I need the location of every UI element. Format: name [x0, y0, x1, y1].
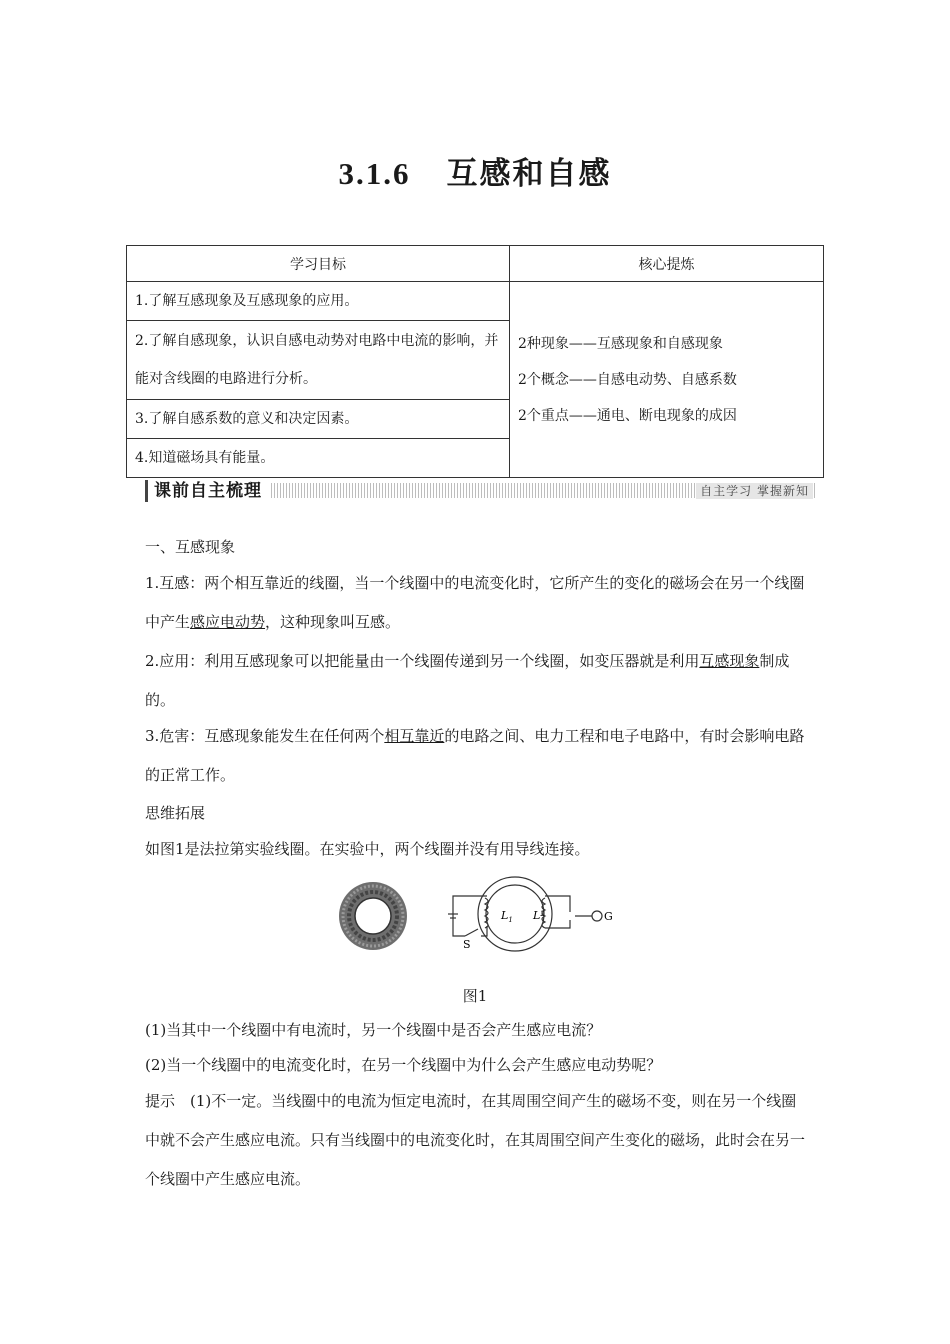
question-2: (2)当一个线圈中的电流变化时，在另一个线圈中为什么会产生感应电动势呢？: [145, 1056, 662, 1074]
goals-table: [126, 245, 824, 478]
core-item: 2个重点——通电、断电现象的成因: [518, 407, 737, 424]
goals-header: 学习目标: [127, 246, 510, 282]
label-s: S: [463, 938, 471, 951]
key-term: 相互靠近: [384, 727, 445, 745]
paragraph-mutual-inductance: [145, 564, 810, 642]
goal-item: 4.知道磁场具有能量。: [127, 439, 510, 478]
coil-diagram: [335, 874, 625, 954]
core-item: 2种现象——互感现象和自感现象: [518, 335, 723, 352]
circuit-schematic: [448, 877, 602, 951]
question-1: (1)当其中一个线圈中有电流时，另一个线圈中是否会产生感应电流？: [145, 1021, 602, 1039]
key-term: 互感现象: [699, 652, 760, 670]
section-banner: [145, 480, 815, 502]
page-title: [0, 148, 950, 193]
text-run: 3.危害：互感现象能发生在任何两个: [145, 727, 385, 745]
label-l2: $L^2$: [533, 909, 545, 922]
text-run: 2.应用：利用互感现象可以把能量由一个线圈传递到另一个线圈，如变压器就是利用: [145, 652, 700, 670]
text-run: ，这种现象叫互感。: [265, 613, 401, 631]
toroid-photo: [339, 882, 407, 950]
thinking-intro: 如图1是法拉第实验线圈。在实验中，两个线圈并没有用导线连接。: [145, 840, 590, 858]
key-term: 感应电动势: [190, 613, 266, 631]
banner-subtitle: 自主学习 掌握新知: [696, 483, 813, 499]
text-run: 的电路之间、电力工程和电子电路中，有时会影响电路的正常工作。: [145, 727, 805, 784]
paragraph-application: [145, 642, 810, 720]
figure-caption: 图1: [462, 987, 488, 1005]
core-summary: [510, 282, 824, 478]
thinking-heading: 思维拓展: [145, 804, 206, 822]
text-run: 制成的。: [145, 652, 790, 709]
figure-faraday-coils: [335, 874, 625, 954]
section-title: 互感和自感: [446, 156, 612, 192]
goal-item: 2.了解自感现象，认识自感电动势对电路中电流的影响，并能对含线圈的电路进行分析。: [127, 321, 510, 400]
section-number: 3.1.6: [338, 156, 411, 191]
hint-paragraph: 提示 (1)不一定。当线圈中的电流为恒定电流时，在其周围空间产生的磁场不变，则在另一个线圈中就不会产生感应电流。只有当线圈中的电流变化时，在其周围空间产生变化的磁场，此时会在另一个线圈中产生感应电流。: [145, 1092, 806, 1188]
banner-title: 课前自主梳理: [145, 480, 266, 502]
core-header: 核心提炼: [510, 246, 824, 282]
paragraph-hazard: [145, 717, 810, 795]
goal-item: 3.了解自感系数的意义和决定因素。: [127, 400, 510, 439]
goal-item: 1.了解互感现象及互感现象的应用。: [127, 282, 510, 321]
label-l1: $L_1$: [501, 909, 513, 924]
section-heading: 一、互感现象: [145, 538, 236, 556]
core-item: 2个概念——自感电动势、自感系数: [518, 371, 737, 388]
text-run: 1.互感：两个相互靠近的线圈，当一个线圈中的电流变化时，它所产生的变化的磁场会在另一个线圈中产生: [145, 574, 805, 631]
label-g: G: [604, 910, 613, 923]
